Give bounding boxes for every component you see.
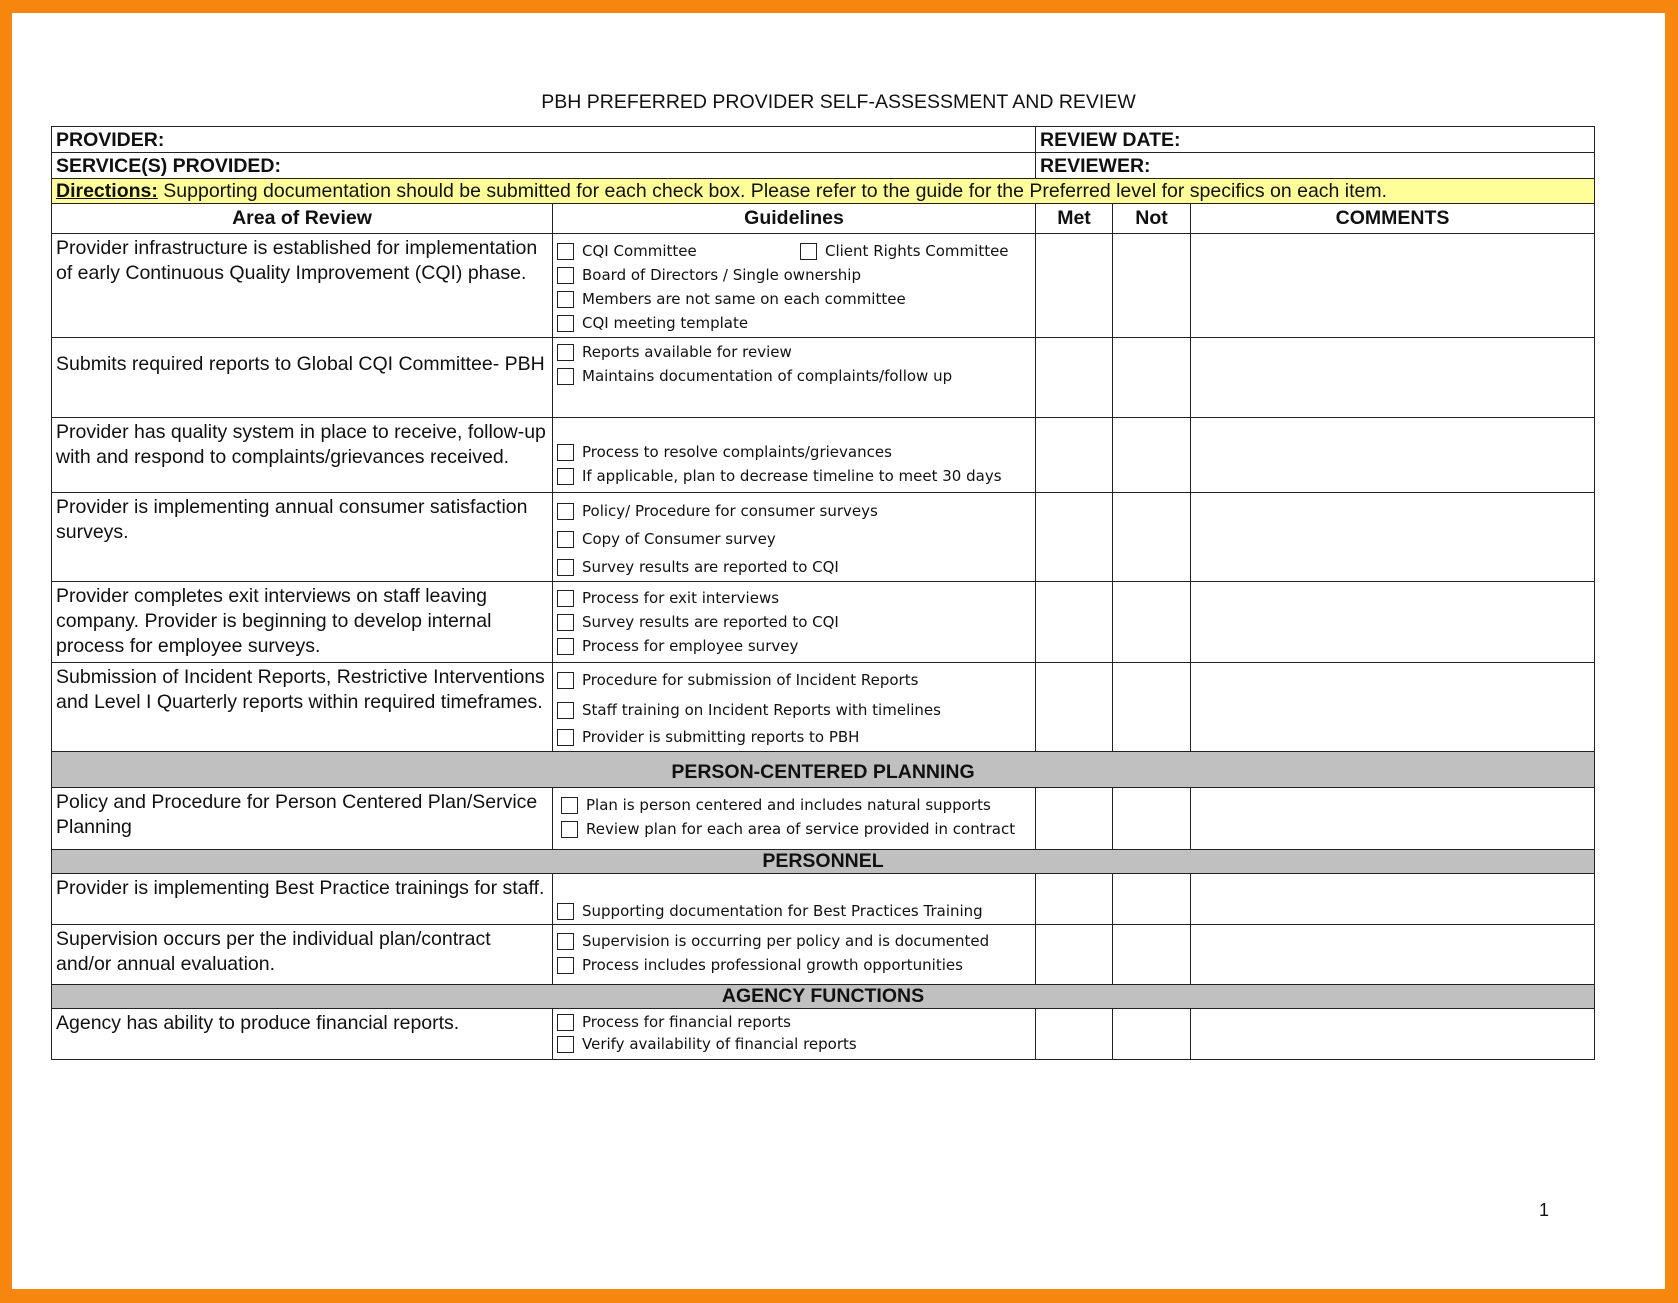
guideline-label: CQI Committee: [582, 242, 697, 260]
comments-cell[interactable]: [1191, 925, 1595, 985]
checkbox[interactable]: [557, 957, 574, 974]
met-cell[interactable]: [1036, 1009, 1113, 1060]
checkbox[interactable]: [557, 1036, 574, 1053]
table-row: [52, 493, 1595, 582]
not-cell[interactable]: [1113, 925, 1191, 985]
area-of-review-cell: Provider is implementing annual consumer satisfaction surveys.: [52, 493, 553, 582]
guideline-item: [557, 929, 1035, 953]
col-met: Met: [1036, 204, 1113, 234]
area-of-review-cell: Submission of Incident Reports, Restrictive Interventions and Level I Quarterly reports within required timeframes.: [52, 663, 553, 752]
services-row: [52, 153, 1595, 179]
table-row: [52, 234, 1595, 338]
met-cell[interactable]: [1036, 788, 1113, 850]
area-of-review-cell: Provider is implementing Best Practice trainings for staff.: [52, 874, 553, 925]
checkbox[interactable]: [557, 315, 574, 332]
not-cell[interactable]: [1113, 663, 1191, 752]
guideline-item: [561, 817, 1035, 841]
checkbox[interactable]: [800, 243, 817, 260]
checkbox[interactable]: [557, 267, 574, 284]
area-of-review-cell: Provider has quality system in place to receive, follow-up with and respond to complaints/grievances received.: [52, 418, 553, 493]
directions-label: Directions:: [56, 180, 158, 202]
checkbox[interactable]: [557, 503, 574, 520]
guidelines-cell: [553, 493, 1036, 582]
guideline-item: [557, 664, 1035, 696]
guideline-label: Procedure for submission of Incident Reports: [582, 671, 919, 689]
guideline-label: Reports available for review: [582, 343, 792, 361]
checkbox[interactable]: [557, 1014, 574, 1031]
met-cell[interactable]: [1036, 338, 1113, 418]
comments-cell[interactable]: [1191, 663, 1595, 752]
guidelines-cell: [553, 1009, 1036, 1060]
not-cell[interactable]: [1113, 493, 1191, 582]
guideline-item: [557, 464, 1035, 488]
guideline-label: Staff training on Incident Reports with timelines: [582, 701, 941, 719]
guideline-item: [557, 696, 1035, 724]
table-row: [52, 418, 1595, 493]
checkbox[interactable]: [557, 368, 574, 385]
checkbox[interactable]: [561, 821, 578, 838]
guidelines-cell: [553, 338, 1036, 418]
guideline-label: CQI meeting template: [582, 314, 749, 332]
col-guidelines: Guidelines: [553, 204, 1036, 234]
area-of-review-cell: Provider completes exit interviews on staff leaving company. Provider is beginning to develop internal process for employee surveys.: [52, 582, 553, 663]
guideline-label: Verify availability of financial reports: [582, 1035, 857, 1053]
guideline-label: Copy of Consumer survey: [582, 530, 776, 548]
checkbox[interactable]: [557, 559, 574, 576]
guideline-item: [557, 553, 1035, 581]
met-cell[interactable]: [1036, 418, 1113, 493]
guideline-pair: [557, 239, 1035, 263]
comments-cell[interactable]: [1191, 418, 1595, 493]
section-personnel: PERSONNEL: [52, 850, 1595, 874]
checkbox[interactable]: [557, 243, 574, 260]
table-row: [52, 874, 1595, 925]
checkbox[interactable]: [557, 468, 574, 485]
col-area-of-review: Area of Review: [52, 204, 553, 234]
directions-text: Supporting documentation should be submitted for each check box. Please refer to the guide for the Preferred level for specifics on each item.: [157, 180, 1388, 202]
comments-cell[interactable]: [1191, 234, 1595, 338]
met-cell[interactable]: [1036, 874, 1113, 925]
guideline-label: Supporting documentation for Best Practices Training: [582, 902, 983, 920]
table-row: [52, 338, 1595, 418]
checkbox[interactable]: [557, 638, 574, 655]
guideline-label: Process includes professional growth opportunities: [582, 956, 963, 974]
guideline-label: If applicable, plan to decrease timeline to meet 30 days: [582, 467, 1002, 485]
area-of-review-cell: Supervision occurs per the individual plan/contract and/or annual evaluation.: [52, 925, 553, 985]
comments-cell[interactable]: [1191, 1009, 1595, 1060]
guidelines-cell: [553, 925, 1036, 985]
not-cell[interactable]: [1113, 234, 1191, 338]
not-cell[interactable]: [1113, 788, 1191, 850]
not-cell[interactable]: [1113, 874, 1191, 925]
table-row: [52, 1009, 1595, 1060]
guidelines-cell: [553, 663, 1036, 752]
area-text: Submits required reports to Global CQI Committee- PBH: [56, 353, 545, 375]
assessment-table: [51, 126, 1595, 1060]
guideline-item: [557, 311, 1035, 335]
area-of-review-cell: Provider infrastructure is established for implementation of early Continuous Quality Improvement (CQI) phase.: [52, 234, 553, 338]
guideline-label: Process for employee survey: [582, 637, 799, 655]
met-cell[interactable]: [1036, 582, 1113, 663]
comments-cell[interactable]: [1191, 493, 1595, 582]
comments-cell[interactable]: [1191, 582, 1595, 663]
guideline-item: [557, 610, 1035, 634]
checkbox[interactable]: [557, 672, 574, 689]
guideline-item: [557, 497, 1035, 525]
section-agency-functions: AGENCY FUNCTIONS: [52, 985, 1595, 1009]
provider-label: PROVIDER:: [52, 127, 1036, 153]
guideline-label: Policy/ Procedure for consumer surveys: [582, 502, 878, 520]
services-label: SERVICE(S) PROVIDED:: [52, 153, 1036, 179]
column-header-row: [52, 204, 1595, 234]
guideline-label: Provider is submitting reports to PBH: [582, 728, 860, 746]
guideline-item: [557, 340, 1035, 364]
guideline-label: Board of Directors / Single ownership: [582, 266, 861, 284]
guideline-item: [557, 263, 1035, 287]
met-cell[interactable]: [1036, 663, 1113, 752]
comments-cell[interactable]: [1191, 874, 1595, 925]
met-cell[interactable]: [1036, 925, 1113, 985]
table-row: [52, 788, 1595, 850]
guideline-label: Survey results are reported to CQI: [582, 613, 839, 631]
guideline-item: [557, 1011, 1035, 1033]
guideline-label: Process to resolve complaints/grievances: [582, 443, 892, 461]
provider-row: [52, 127, 1595, 153]
guideline-item: [557, 287, 1035, 311]
directions-cell: [52, 179, 1595, 204]
not-cell[interactable]: [1113, 1009, 1191, 1060]
checkbox[interactable]: [557, 291, 574, 308]
guideline-label: Process for financial reports: [582, 1013, 791, 1031]
guideline-item: [561, 793, 1035, 817]
guideline-item: [557, 440, 1035, 464]
area-of-review-cell: Policy and Procedure for Person Centered Plan/Service Planning: [52, 788, 553, 850]
checkbox[interactable]: [557, 344, 574, 361]
checkbox[interactable]: [557, 444, 574, 461]
checkbox[interactable]: [557, 702, 574, 719]
table-row: [52, 925, 1595, 985]
guideline-label: Process for exit interviews: [582, 589, 780, 607]
guideline-item: [557, 724, 1035, 750]
section-row: [52, 985, 1595, 1009]
checkbox[interactable]: [557, 903, 574, 920]
comments-cell[interactable]: [1191, 338, 1595, 418]
area-of-review-cell: [52, 338, 553, 418]
guideline-label: Client Rights Committee: [825, 242, 1009, 260]
guideline-item: [557, 953, 1035, 977]
met-cell[interactable]: [1036, 493, 1113, 582]
guideline-item: [557, 1033, 1035, 1055]
not-cell[interactable]: [1113, 582, 1191, 663]
table-row: [52, 663, 1595, 752]
page-number: 1: [1539, 1200, 1550, 1220]
checkbox[interactable]: [557, 590, 574, 607]
checkbox[interactable]: [557, 531, 574, 548]
col-comments: COMMENTS: [1191, 204, 1595, 234]
col-not: Not: [1113, 204, 1191, 234]
guideline-label: Plan is person centered and includes natural supports: [586, 796, 991, 814]
directions-row: [52, 179, 1595, 204]
review-date-label: REVIEW DATE:: [1036, 127, 1595, 153]
not-cell[interactable]: [1113, 418, 1191, 493]
section-row: [52, 752, 1595, 788]
guideline-item: [557, 364, 1035, 388]
met-cell[interactable]: [1036, 234, 1113, 338]
not-cell[interactable]: [1113, 338, 1191, 418]
guideline-label: Supervision is occurring per policy and is documented: [582, 932, 990, 950]
checkbox[interactable]: [557, 933, 574, 950]
checkbox[interactable]: [557, 729, 574, 746]
guideline-label: Members are not same on each committee: [582, 290, 906, 308]
checkbox[interactable]: [557, 614, 574, 631]
guidelines-cell: [553, 582, 1036, 663]
area-of-review-cell: Agency has ability to produce financial reports.: [52, 1009, 553, 1060]
section-person-centered-planning: PERSON-CENTERED PLANNING: [52, 752, 1595, 788]
guideline-item: [557, 586, 1035, 610]
guideline-item: [557, 634, 1035, 658]
document-page: [12, 13, 1665, 1289]
document-title: PBH PREFERRED PROVIDER SELF-ASSESSMENT AND REVIEW: [541, 91, 1136, 113]
guideline-label: Maintains documentation of complaints/follow up: [582, 367, 953, 385]
guideline-label: Survey results are reported to CQI: [582, 558, 839, 576]
comments-cell[interactable]: [1191, 788, 1595, 850]
reviewer-label: REVIEWER:: [1036, 153, 1595, 179]
guidelines-cell: [553, 418, 1036, 493]
guidelines-cell: [553, 874, 1036, 925]
section-row: [52, 850, 1595, 874]
guidelines-cell: [553, 788, 1036, 850]
table-row: [52, 582, 1595, 663]
checkbox[interactable]: [561, 797, 578, 814]
guideline-label: Review plan for each area of service provided in contract: [586, 820, 1016, 838]
guideline-item: [557, 899, 1035, 923]
guidelines-cell: [553, 234, 1036, 338]
guideline-item: [557, 525, 1035, 553]
